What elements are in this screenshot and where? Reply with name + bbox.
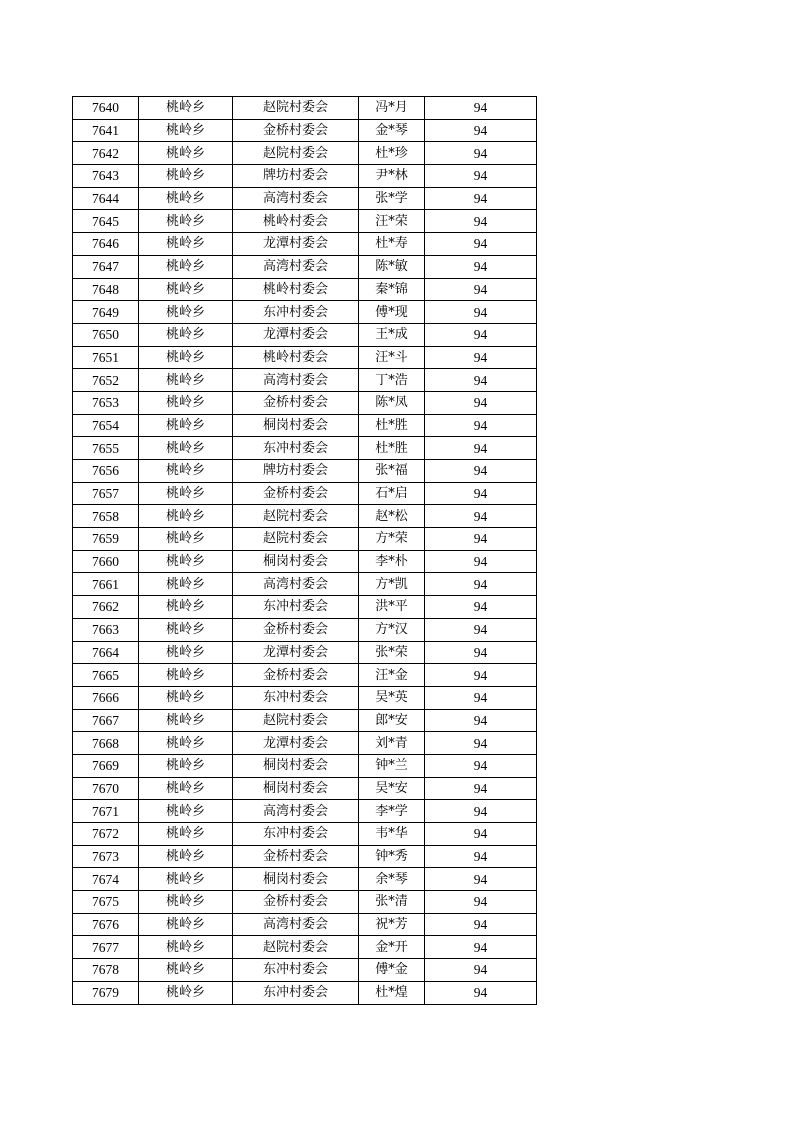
township-cell: 桃岭乡	[139, 323, 233, 346]
score-cell: 94	[425, 391, 537, 414]
person-name-cell: 金*琴	[359, 119, 425, 142]
score-cell: 94	[425, 550, 537, 573]
table-row	[73, 323, 537, 346]
village-committee-cell: 金桥村委会	[233, 391, 359, 414]
score-cell: 94	[425, 981, 537, 1004]
person-name-cell: 杜*煌	[359, 981, 425, 1004]
village-committee-cell: 赵院村委会	[233, 142, 359, 165]
row-number-cell: 7678	[73, 959, 139, 982]
township-cell: 桃岭乡	[139, 754, 233, 777]
row-number-cell: 7652	[73, 369, 139, 392]
score-cell: 94	[425, 505, 537, 528]
person-name-cell: 石*启	[359, 482, 425, 505]
row-number-cell: 7660	[73, 550, 139, 573]
table-row	[73, 618, 537, 641]
table-row	[73, 482, 537, 505]
row-number-cell: 7647	[73, 255, 139, 278]
data-table	[72, 96, 537, 1005]
village-committee-cell: 桐岗村委会	[233, 414, 359, 437]
township-cell: 桃岭乡	[139, 369, 233, 392]
row-number-cell: 7679	[73, 981, 139, 1004]
person-name-cell: 方*荣	[359, 528, 425, 551]
score-cell: 94	[425, 210, 537, 233]
person-name-cell: 钟*兰	[359, 754, 425, 777]
score-cell: 94	[425, 732, 537, 755]
village-committee-cell: 金桥村委会	[233, 845, 359, 868]
person-name-cell: 杜*胜	[359, 437, 425, 460]
score-cell: 94	[425, 913, 537, 936]
township-cell: 桃岭乡	[139, 618, 233, 641]
person-name-cell: 方*汉	[359, 618, 425, 641]
village-committee-cell: 龙潭村委会	[233, 732, 359, 755]
table-row	[73, 596, 537, 619]
person-name-cell: 丁*浩	[359, 369, 425, 392]
row-number-cell: 7650	[73, 323, 139, 346]
village-committee-cell: 桃岭村委会	[233, 278, 359, 301]
village-committee-cell: 金桥村委会	[233, 891, 359, 914]
person-name-cell: 赵*松	[359, 505, 425, 528]
village-committee-cell: 东冲村委会	[233, 596, 359, 619]
township-cell: 桃岭乡	[139, 641, 233, 664]
person-name-cell: 傅*金	[359, 959, 425, 982]
row-number-cell: 7649	[73, 301, 139, 324]
person-name-cell: 张*清	[359, 891, 425, 914]
row-number-cell: 7662	[73, 596, 139, 619]
row-number-cell: 7654	[73, 414, 139, 437]
table-row	[73, 641, 537, 664]
score-cell: 94	[425, 528, 537, 551]
village-committee-cell: 赵院村委会	[233, 528, 359, 551]
township-cell: 桃岭乡	[139, 142, 233, 165]
row-number-cell: 7670	[73, 777, 139, 800]
score-cell: 94	[425, 346, 537, 369]
table-row	[73, 936, 537, 959]
person-name-cell: 王*成	[359, 323, 425, 346]
score-cell: 94	[425, 119, 537, 142]
score-cell: 94	[425, 142, 537, 165]
score-cell: 94	[425, 301, 537, 324]
table-row	[73, 845, 537, 868]
score-cell: 94	[425, 686, 537, 709]
village-committee-cell: 牌坊村委会	[233, 460, 359, 483]
table-row	[73, 460, 537, 483]
row-number-cell: 7656	[73, 460, 139, 483]
township-cell: 桃岭乡	[139, 391, 233, 414]
score-cell: 94	[425, 868, 537, 891]
village-committee-cell: 金桥村委会	[233, 119, 359, 142]
table-row	[73, 97, 537, 120]
village-committee-cell: 赵院村委会	[233, 97, 359, 120]
row-number-cell: 7646	[73, 233, 139, 256]
township-cell: 桃岭乡	[139, 891, 233, 914]
table-row	[73, 301, 537, 324]
score-cell: 94	[425, 437, 537, 460]
township-cell: 桃岭乡	[139, 505, 233, 528]
score-cell: 94	[425, 959, 537, 982]
village-committee-cell: 高湾村委会	[233, 800, 359, 823]
township-cell: 桃岭乡	[139, 959, 233, 982]
row-number-cell: 7676	[73, 913, 139, 936]
table-row	[73, 369, 537, 392]
row-number-cell: 7659	[73, 528, 139, 551]
score-cell: 94	[425, 233, 537, 256]
row-number-cell: 7663	[73, 618, 139, 641]
township-cell: 桃岭乡	[139, 233, 233, 256]
table-row	[73, 210, 537, 233]
score-cell: 94	[425, 187, 537, 210]
township-cell: 桃岭乡	[139, 709, 233, 732]
row-number-cell: 7655	[73, 437, 139, 460]
township-cell: 桃岭乡	[139, 981, 233, 1004]
table-row	[73, 823, 537, 846]
person-name-cell: 祝*芳	[359, 913, 425, 936]
table-row	[73, 346, 537, 369]
township-cell: 桃岭乡	[139, 187, 233, 210]
score-cell: 94	[425, 754, 537, 777]
table-row	[73, 777, 537, 800]
village-committee-cell: 桃岭村委会	[233, 346, 359, 369]
person-name-cell: 刘*青	[359, 732, 425, 755]
table-row	[73, 754, 537, 777]
table-row	[73, 800, 537, 823]
township-cell: 桃岭乡	[139, 414, 233, 437]
table-row	[73, 165, 537, 188]
person-name-cell: 杜*寿	[359, 233, 425, 256]
score-cell: 94	[425, 845, 537, 868]
village-committee-cell: 桐岗村委会	[233, 777, 359, 800]
row-number-cell: 7661	[73, 573, 139, 596]
village-committee-cell: 桐岗村委会	[233, 868, 359, 891]
score-cell: 94	[425, 460, 537, 483]
person-name-cell: 韦*华	[359, 823, 425, 846]
township-cell: 桃岭乡	[139, 936, 233, 959]
township-cell: 桃岭乡	[139, 664, 233, 687]
village-committee-cell: 金桥村委会	[233, 618, 359, 641]
person-name-cell: 汪*金	[359, 664, 425, 687]
score-cell: 94	[425, 255, 537, 278]
village-committee-cell: 龙潭村委会	[233, 323, 359, 346]
score-cell: 94	[425, 641, 537, 664]
village-committee-cell: 东冲村委会	[233, 823, 359, 846]
row-number-cell: 7657	[73, 482, 139, 505]
score-cell: 94	[425, 777, 537, 800]
score-cell: 94	[425, 573, 537, 596]
township-cell: 桃岭乡	[139, 596, 233, 619]
village-committee-cell: 东冲村委会	[233, 981, 359, 1004]
person-name-cell: 吴*安	[359, 777, 425, 800]
person-name-cell: 李*朴	[359, 550, 425, 573]
person-name-cell: 钟*秀	[359, 845, 425, 868]
score-cell: 94	[425, 97, 537, 120]
table-row	[73, 891, 537, 914]
village-committee-cell: 龙潭村委会	[233, 641, 359, 664]
table-row	[73, 278, 537, 301]
row-number-cell: 7640	[73, 97, 139, 120]
village-committee-cell: 高湾村委会	[233, 369, 359, 392]
row-number-cell: 7674	[73, 868, 139, 891]
row-number-cell: 7666	[73, 686, 139, 709]
person-name-cell: 张*福	[359, 460, 425, 483]
table-row	[73, 868, 537, 891]
table-row	[73, 414, 537, 437]
row-number-cell: 7645	[73, 210, 139, 233]
table-body	[73, 97, 537, 1005]
score-cell: 94	[425, 323, 537, 346]
village-committee-cell: 金桥村委会	[233, 482, 359, 505]
person-name-cell: 秦*锦	[359, 278, 425, 301]
table-row	[73, 913, 537, 936]
township-cell: 桃岭乡	[139, 255, 233, 278]
table-row	[73, 664, 537, 687]
village-committee-cell: 金桥村委会	[233, 664, 359, 687]
village-committee-cell: 东冲村委会	[233, 686, 359, 709]
township-cell: 桃岭乡	[139, 97, 233, 120]
row-number-cell: 7675	[73, 891, 139, 914]
score-cell: 94	[425, 800, 537, 823]
township-cell: 桃岭乡	[139, 460, 233, 483]
township-cell: 桃岭乡	[139, 800, 233, 823]
person-name-cell: 李*学	[359, 800, 425, 823]
row-number-cell: 7673	[73, 845, 139, 868]
score-cell: 94	[425, 165, 537, 188]
township-cell: 桃岭乡	[139, 165, 233, 188]
score-cell: 94	[425, 414, 537, 437]
village-committee-cell: 东冲村委会	[233, 959, 359, 982]
score-cell: 94	[425, 618, 537, 641]
table-row	[73, 573, 537, 596]
village-committee-cell: 赵院村委会	[233, 505, 359, 528]
township-cell: 桃岭乡	[139, 913, 233, 936]
table-row	[73, 959, 537, 982]
score-cell: 94	[425, 596, 537, 619]
township-cell: 桃岭乡	[139, 686, 233, 709]
village-committee-cell: 龙潭村委会	[233, 233, 359, 256]
person-name-cell: 余*琴	[359, 868, 425, 891]
village-committee-cell: 东冲村委会	[233, 437, 359, 460]
township-cell: 桃岭乡	[139, 301, 233, 324]
row-number-cell: 7669	[73, 754, 139, 777]
table-row	[73, 437, 537, 460]
row-number-cell: 7677	[73, 936, 139, 959]
village-committee-cell: 高湾村委会	[233, 573, 359, 596]
score-cell: 94	[425, 936, 537, 959]
score-cell: 94	[425, 482, 537, 505]
person-name-cell: 傅*现	[359, 301, 425, 324]
township-cell: 桃岭乡	[139, 573, 233, 596]
row-number-cell: 7641	[73, 119, 139, 142]
person-name-cell: 汪*斗	[359, 346, 425, 369]
township-cell: 桃岭乡	[139, 550, 233, 573]
village-committee-cell: 高湾村委会	[233, 913, 359, 936]
village-committee-cell: 桐岗村委会	[233, 550, 359, 573]
township-cell: 桃岭乡	[139, 119, 233, 142]
person-name-cell: 张*荣	[359, 641, 425, 664]
row-number-cell: 7653	[73, 391, 139, 414]
table-row	[73, 732, 537, 755]
person-name-cell: 杜*珍	[359, 142, 425, 165]
township-cell: 桃岭乡	[139, 482, 233, 505]
table-row	[73, 505, 537, 528]
person-name-cell: 洪*平	[359, 596, 425, 619]
township-cell: 桃岭乡	[139, 528, 233, 551]
township-cell: 桃岭乡	[139, 777, 233, 800]
village-committee-cell: 东冲村委会	[233, 301, 359, 324]
row-number-cell: 7648	[73, 278, 139, 301]
township-cell: 桃岭乡	[139, 437, 233, 460]
village-committee-cell: 桐岗村委会	[233, 754, 359, 777]
person-name-cell: 陈*凤	[359, 391, 425, 414]
village-committee-cell: 高湾村委会	[233, 255, 359, 278]
person-name-cell: 陈*敏	[359, 255, 425, 278]
person-name-cell: 汪*荣	[359, 210, 425, 233]
township-cell: 桃岭乡	[139, 278, 233, 301]
person-name-cell: 张*学	[359, 187, 425, 210]
township-cell: 桃岭乡	[139, 823, 233, 846]
score-cell: 94	[425, 278, 537, 301]
person-name-cell: 冯*月	[359, 97, 425, 120]
score-cell: 94	[425, 823, 537, 846]
township-cell: 桃岭乡	[139, 732, 233, 755]
township-cell: 桃岭乡	[139, 210, 233, 233]
person-name-cell: 方*凯	[359, 573, 425, 596]
table-row	[73, 528, 537, 551]
person-name-cell: 杜*胜	[359, 414, 425, 437]
score-cell: 94	[425, 369, 537, 392]
person-name-cell: 金*开	[359, 936, 425, 959]
table-row	[73, 709, 537, 732]
row-number-cell: 7643	[73, 165, 139, 188]
township-cell: 桃岭乡	[139, 868, 233, 891]
row-number-cell: 7658	[73, 505, 139, 528]
row-number-cell: 7668	[73, 732, 139, 755]
table-row	[73, 686, 537, 709]
person-name-cell: 郎*安	[359, 709, 425, 732]
person-name-cell: 吴*英	[359, 686, 425, 709]
table-row	[73, 142, 537, 165]
township-cell: 桃岭乡	[139, 845, 233, 868]
score-cell: 94	[425, 664, 537, 687]
table-row	[73, 187, 537, 210]
village-committee-cell: 高湾村委会	[233, 187, 359, 210]
village-committee-cell: 牌坊村委会	[233, 165, 359, 188]
table-row	[73, 391, 537, 414]
table-row	[73, 255, 537, 278]
row-number-cell: 7667	[73, 709, 139, 732]
township-cell: 桃岭乡	[139, 346, 233, 369]
score-cell: 94	[425, 709, 537, 732]
village-committee-cell: 赵院村委会	[233, 709, 359, 732]
person-name-cell: 尹*林	[359, 165, 425, 188]
row-number-cell: 7651	[73, 346, 139, 369]
row-number-cell: 7671	[73, 800, 139, 823]
table-row	[73, 550, 537, 573]
table-row	[73, 981, 537, 1004]
row-number-cell: 7672	[73, 823, 139, 846]
score-cell: 94	[425, 891, 537, 914]
village-committee-cell: 赵院村委会	[233, 936, 359, 959]
table-row	[73, 233, 537, 256]
row-number-cell: 7642	[73, 142, 139, 165]
village-committee-cell: 桃岭村委会	[233, 210, 359, 233]
row-number-cell: 7665	[73, 664, 139, 687]
row-number-cell: 7644	[73, 187, 139, 210]
table-row	[73, 119, 537, 142]
row-number-cell: 7664	[73, 641, 139, 664]
